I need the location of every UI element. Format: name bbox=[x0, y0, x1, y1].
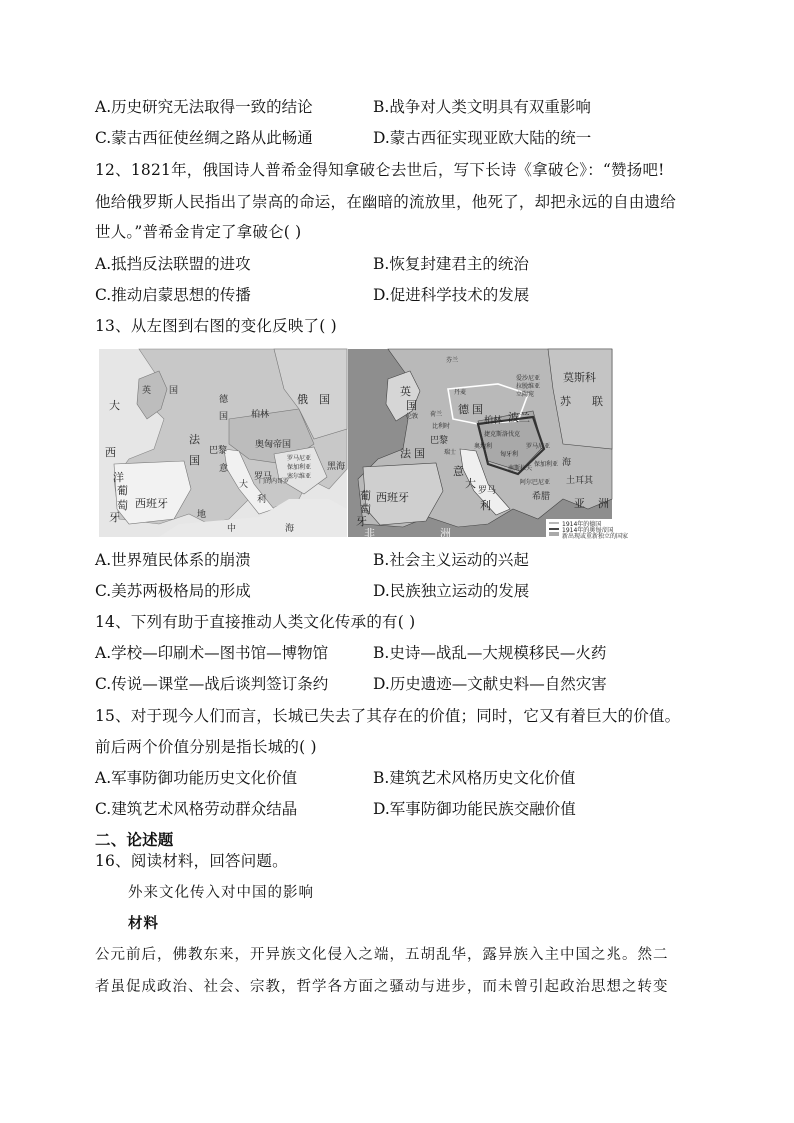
right-map-label-austria: 奥地利 bbox=[474, 443, 493, 450]
left-map-label-italy-2: 大 bbox=[239, 480, 249, 490]
q15-option-a: A.军事防御功能历史文化价值 bbox=[95, 769, 298, 787]
q14-option-b: B.史诗—战乱—大规模移民—火药 bbox=[373, 644, 607, 662]
q13-option-b: B.社会主义运动的兴起 bbox=[373, 551, 529, 569]
left-map-label-land: 地 bbox=[197, 510, 207, 520]
right-map-label-bulgaria: 保加利亚 bbox=[534, 461, 559, 468]
right-map-label-africa-1: 非 bbox=[364, 527, 375, 540]
right-map-label-turkey: 土耳其 bbox=[566, 476, 594, 486]
right-map-label-sea: 海 bbox=[562, 458, 572, 468]
right-map-label-germany-2: 国 bbox=[472, 403, 483, 416]
right-map-label-paris: 巴黎 bbox=[430, 436, 449, 446]
right-map-label-london: 伦敦 bbox=[406, 413, 419, 420]
left-map-label-rome: 罗马 bbox=[254, 472, 273, 482]
right-map-label-berlin: 柏林 bbox=[484, 416, 503, 426]
q15-stem-line-2: 前后两个价值分别是指长城的( ) bbox=[95, 738, 317, 756]
right-map-label-moscow: 莫斯科 bbox=[563, 371, 596, 384]
left-map-label-ocean: 洋 bbox=[113, 471, 124, 484]
q12-option-d: D.促进科学技术的发展 bbox=[373, 286, 530, 304]
q11-option-c: C.蒙古西征使丝绸之路从此畅通 bbox=[95, 129, 313, 147]
right-map-label-yugoslavia: 南斯拉夫 bbox=[508, 465, 533, 472]
right-map-label-britain-2: 国 bbox=[406, 399, 417, 412]
right-map-label-ussr-1: 苏 bbox=[560, 395, 571, 408]
q12-stem-line-2: 他给俄罗斯人民指出了崇高的命运，在幽暗的流放里，他死了，却把永远的自由遗给 bbox=[95, 193, 676, 211]
left-map-label-germany-2: 国 bbox=[219, 412, 229, 422]
right-map-label-italy-3: 利 bbox=[480, 499, 491, 512]
left-map-label-austria: 奥匈帝国 bbox=[255, 440, 292, 450]
q11-option-d: D.蒙古西征实现亚欧大陆的统一 bbox=[373, 129, 592, 147]
q16-material-text-1: 公元前后，佛教东来，开异族文化侵入之端，五胡乱华，露异族入主中国之兆。然二 bbox=[95, 947, 669, 963]
q16-subtitle: 外来文化传入对中国的影响 bbox=[128, 885, 314, 901]
q11-option-b: B.战争对人类文明具有双重影响 bbox=[373, 98, 591, 116]
right-map-europe-1920 bbox=[348, 349, 629, 540]
right-map-label-spain: 西班牙 bbox=[376, 491, 409, 504]
left-map-label-germany-1: 德 bbox=[219, 395, 229, 405]
q14-stem: 14、下列有助于直接推动人类文化传承的有( ) bbox=[95, 613, 416, 631]
right-map-legend-austria-1914: 1914年的奥匈帝国 bbox=[562, 527, 614, 534]
left-map-label-paris: 巴黎 bbox=[209, 446, 228, 456]
right-map-label-netherlands: 荷兰 bbox=[430, 411, 443, 418]
right-map-label-greece: 希腊 bbox=[532, 492, 551, 502]
left-map-label-sea-n: 大 bbox=[109, 399, 120, 412]
left-map-label-berlin: 柏林 bbox=[251, 410, 270, 420]
right-map-label-ussr-2: 联 bbox=[592, 395, 603, 408]
left-map-label-france-2: 国 bbox=[189, 454, 200, 467]
q15-stem-line-1: 15、对于现今人们而言，长城已失去了其存在的价值；同时，它又有着巨大的价值。 bbox=[95, 707, 681, 725]
right-map-label-portugal-3: 牙 bbox=[356, 515, 367, 528]
right-map-label-italy-2: 大 bbox=[465, 477, 476, 490]
q15-option-c: C.建筑艺术风格劳动群众结晶 bbox=[95, 800, 298, 818]
right-map-label-france-2: 国 bbox=[414, 447, 425, 460]
right-map-label-asia-1: 亚 bbox=[574, 497, 585, 510]
left-map-label-romania: 罗马尼亚 bbox=[287, 455, 312, 462]
q15-option-d: D.军事防御功能民族交融价值 bbox=[373, 800, 576, 818]
right-map-label-hungary: 匈牙利 bbox=[500, 451, 519, 458]
left-map-label-britain-1: 英 bbox=[142, 386, 152, 396]
left-map-label-italy-3: 利 bbox=[257, 495, 267, 505]
left-map-label-serbia: 塞尔维亚 bbox=[287, 473, 312, 480]
q13-stem: 13、从左图到右图的变化反映了( ) bbox=[95, 317, 337, 335]
left-map-label-sea-w: 西 bbox=[105, 446, 116, 459]
q14-option-c: C.传说—课堂—战后谈判签订条约 bbox=[95, 675, 329, 693]
q16-stem: 16、阅读材料，回答问题。 bbox=[95, 852, 288, 870]
q16-material-text-2: 者虽促成政治、社会、宗教，哲学各方面之骚动与进步，而未曾引起政治思想之转变 bbox=[95, 979, 669, 995]
right-map-label-france-1: 法 bbox=[400, 447, 411, 460]
left-map-label-black-sea: 黑海 bbox=[327, 462, 346, 472]
right-map-label-poland: 波兰 bbox=[508, 411, 530, 424]
right-map-label-rome: 罗马 bbox=[478, 486, 497, 496]
left-map-label-spain: 西班牙 bbox=[135, 497, 168, 510]
right-map-label-lithuania: 立陶宛 bbox=[516, 391, 535, 398]
left-map-label-portugal-1: 葡 bbox=[117, 484, 128, 497]
right-map-label-switzerland: 瑞士 bbox=[444, 449, 457, 456]
right-map-label-belgium: 比利时 bbox=[432, 423, 451, 430]
q12-stem-line-1: 12、1821年，俄国诗人普希金得知拿破仑去世后，写下长诗《拿破仑》：“赞扬吧! bbox=[95, 161, 665, 179]
right-map-label-denmark: 丹麦 bbox=[454, 389, 467, 396]
section-2-heading: 二、论述题 bbox=[95, 830, 174, 849]
q14-option-a: A.学校—印刷术—图书馆—博物馆 bbox=[95, 644, 329, 662]
left-map-label-france-1: 法 bbox=[189, 433, 200, 446]
right-map-label-finland: 芬兰 bbox=[446, 357, 459, 364]
right-map-legend-new-states: 新出现或重新独立的国家 bbox=[562, 533, 629, 540]
q16-material-label: 材料 bbox=[128, 916, 159, 932]
q12-option-b: B.恢复封建君主的统治 bbox=[373, 255, 529, 273]
q11-option-a: A.历史研究无法取得一致的结论 bbox=[95, 98, 313, 116]
right-map-label-portugal-1: 葡 bbox=[360, 489, 371, 502]
right-map-label-britain-1: 英 bbox=[400, 385, 411, 398]
left-map-label-britain-2: 国 bbox=[169, 386, 179, 396]
right-map-label-africa-2: 洲 bbox=[440, 527, 451, 540]
q12-option-c: C.推动启蒙思想的传播 bbox=[95, 286, 251, 304]
left-map-label-montenegro: 门的内哥罗 bbox=[259, 478, 290, 485]
right-map-label-italy-1: 意 bbox=[453, 465, 464, 478]
right-map-legend-germany-1914: 1914年的德国 bbox=[562, 521, 602, 528]
left-map-label-russia-1: 俄 bbox=[297, 393, 308, 406]
right-map-label-asia-2: 洲 bbox=[598, 497, 609, 510]
q15-option-b: B.建筑艺术风格历史文化价值 bbox=[373, 769, 576, 787]
left-map-label-russia-2: 国 bbox=[319, 393, 330, 406]
left-map-label-med-1: 中 bbox=[227, 524, 237, 534]
left-map-label-portugal-2: 萄 bbox=[117, 499, 128, 512]
q12-option-a: A.抵挡反法联盟的进攻 bbox=[95, 255, 251, 273]
right-map-label-romania: 罗马尼亚 bbox=[526, 443, 551, 450]
left-map-label-italy-1: 意 bbox=[219, 464, 229, 474]
right-map-label-estonia: 爱沙尼亚 bbox=[516, 375, 541, 382]
q14-option-d: D.历史遗迹—文献史料—自然灾害 bbox=[373, 675, 607, 693]
right-map-label-albania: 阿尔巴尼亚 bbox=[520, 479, 551, 486]
right-map-label-latvia: 拉脱维亚 bbox=[516, 383, 541, 390]
q13-option-d: D.民族独立运动的发展 bbox=[373, 582, 530, 600]
left-map-label-med-2: 海 bbox=[285, 524, 295, 534]
q12-stem-line-3: 世人。”普希金肯定了拿破仑( ) bbox=[95, 223, 302, 241]
left-map-label-portugal-3: 牙 bbox=[109, 511, 120, 524]
q13-option-a: A.世界殖民体系的崩溃 bbox=[95, 551, 251, 569]
right-map-label-portugal-2: 萄 bbox=[360, 503, 371, 516]
left-map-label-bulgaria: 保加利亚 bbox=[287, 464, 312, 471]
left-map-europe-1914 bbox=[99, 349, 347, 537]
q13-option-c: C.美苏两极格局的形成 bbox=[95, 582, 251, 600]
right-map-label-germany-1: 德 bbox=[458, 403, 469, 416]
right-map-label-czech: 捷克斯洛伐克 bbox=[484, 431, 521, 438]
